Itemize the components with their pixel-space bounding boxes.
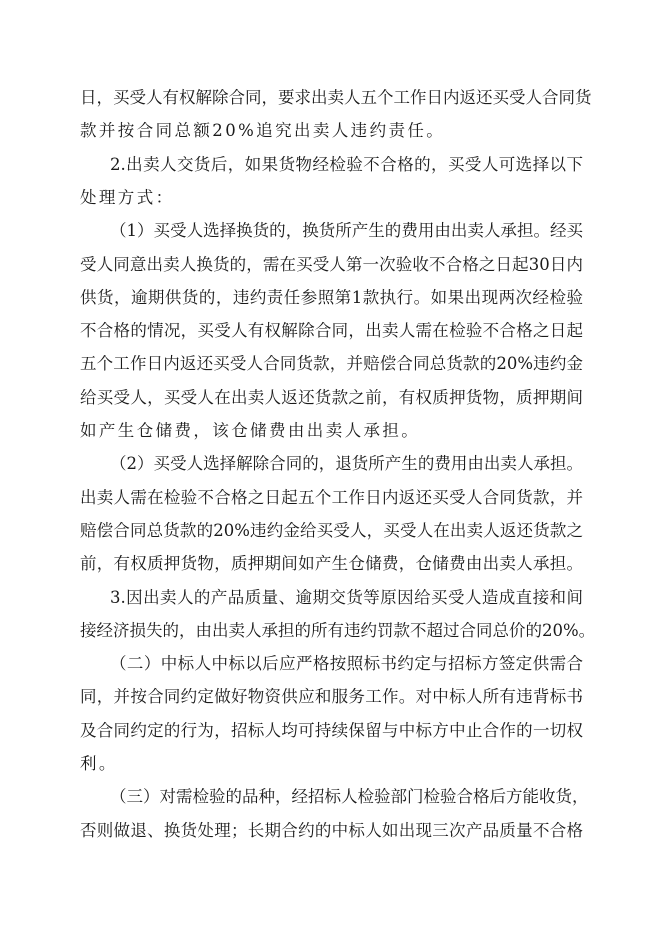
text-line: 3.因出卖人的产品质量、逾期交货等原因给买受人造成直接和间 — [110, 587, 583, 607]
text-line: 处理方式： — [80, 187, 175, 207]
text-line: 款并按合同总额20%追究出卖人违约责任。 — [80, 121, 446, 141]
text-line: 受人同意出卖人换货的，需在买受人第一次验收不合格之日起30日内 — [80, 254, 583, 274]
text-line: 出卖人需在检验不合格之日起五个工作日内返还买受人合同货款，并 — [80, 487, 583, 507]
text-line: 否则做退、换货处理；长期合约的中标人如出现三次产品质量不合格 — [80, 820, 583, 840]
text-line: 同，并按合同约定做好物资供应和服务工作。对中标人所有违背标书 — [80, 687, 583, 707]
text-line: 日，买受人有权解除合同，要求出卖人五个工作日内返还买受人合同货 — [80, 88, 592, 107]
text-line: （二）中标人中标以后应严格按照标书约定与招标方签定供需合 — [110, 654, 583, 674]
text-line: 供货，逾期供货的，违约责任参照第1款执行。如果出现两次经检验 — [80, 287, 583, 307]
text-line: 2.出卖人交货后，如果货物经检验不合格的，买受人可选择以下 — [110, 154, 583, 174]
text-line: 不合格的情况，买受人有权解除合同，出卖人需在检验不合格之日起 — [80, 321, 583, 341]
text-line: （2）买受人选择解除合同的，退货所产生的费用由出卖人承担。 — [110, 454, 583, 474]
text-line: 如产生仓储费，该仓储费由出卖人承担。 — [80, 421, 421, 440]
text-line: （三）对需检验的品种，经招标人检验部门检验合格后方能收货， — [110, 787, 589, 807]
text-line: 前，有权质押货物，质押期间如产生仓储费，仓储费由出卖人承担。 — [80, 554, 583, 574]
text-line: 及合同约定的行为，招标人均可持续保留与中标方中止合作的一切权 — [80, 720, 583, 740]
text-line: 接经济损失的，由出卖人承担的所有违约罚款不超过合同总价的20%。 — [80, 620, 596, 640]
text-line: 利。 — [80, 754, 118, 773]
text-line: 给买受人，买受人在出卖人返还货款之前，有权质押货物，质押期间 — [80, 387, 583, 407]
text-line: 五个工作日内返还买受人合同货款，并赔偿合同总货款的20%违约金 — [80, 354, 583, 374]
text-line: 赔偿合同总货款的20%违约金给买受人，买受人在出卖人返还货款之 — [80, 520, 583, 540]
text-line: （1）买受人选择换货的，换货所产生的费用由出卖人承担。经买 — [110, 221, 583, 241]
